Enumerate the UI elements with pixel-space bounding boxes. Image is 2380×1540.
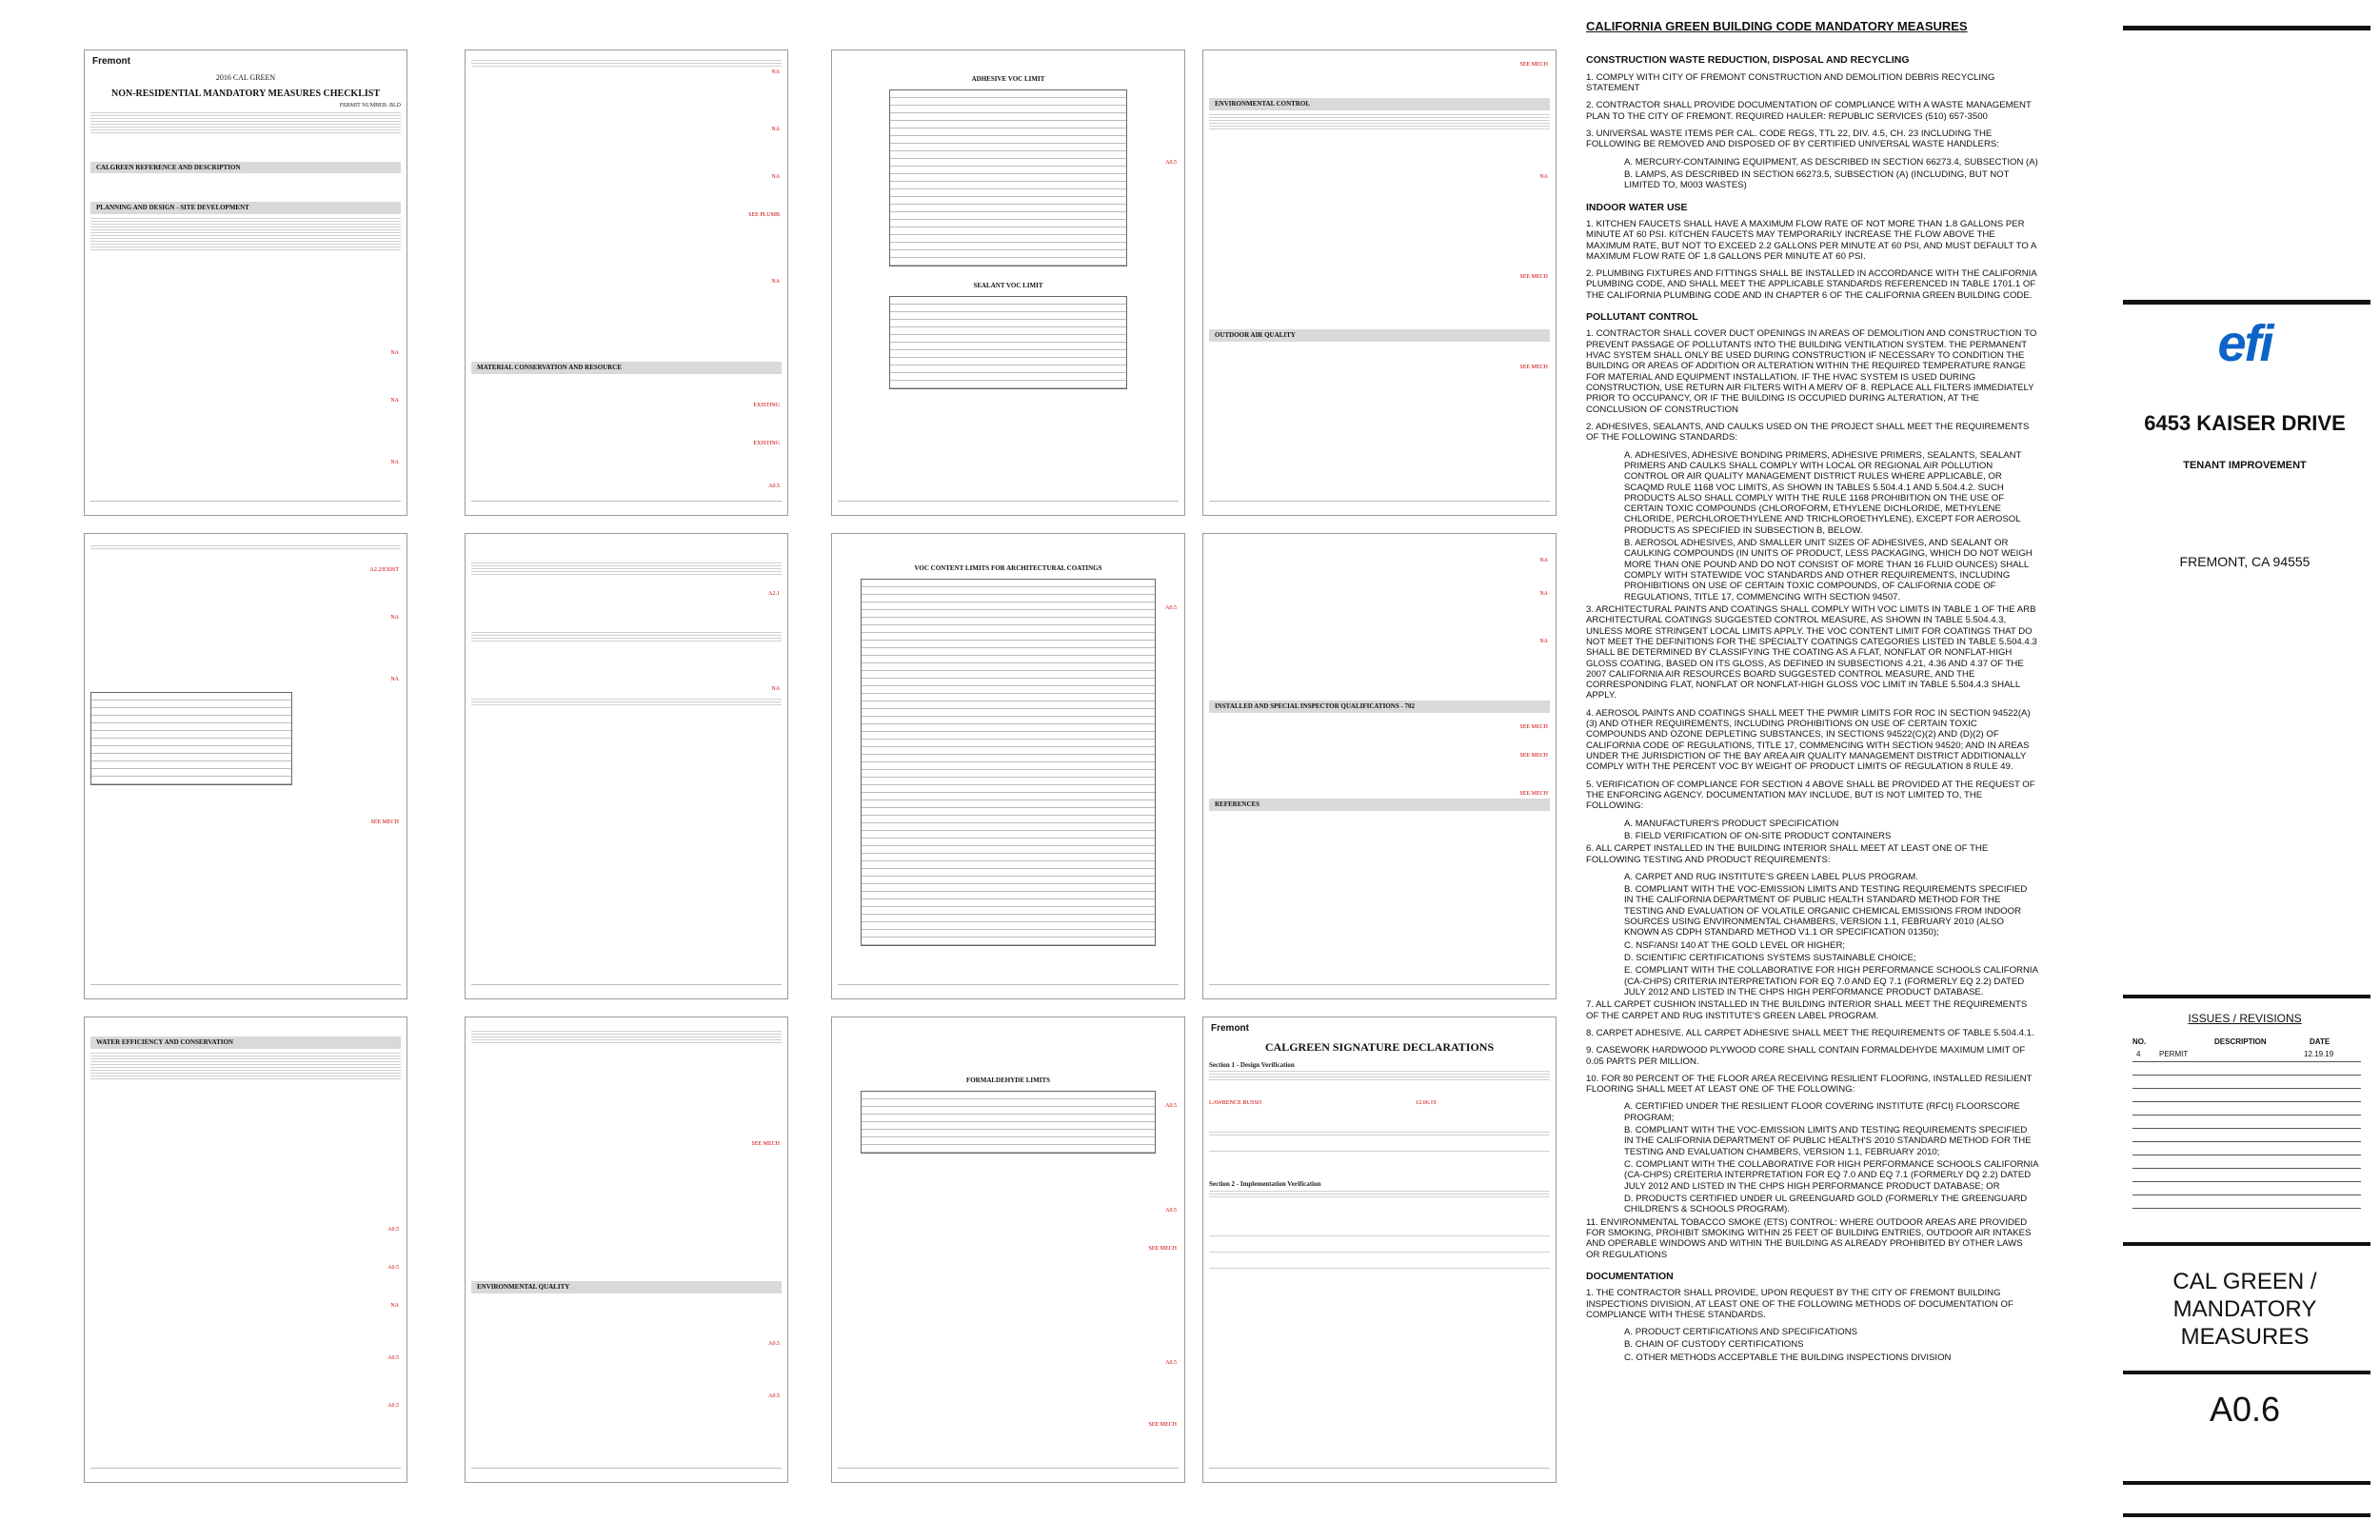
- notes-paragraph: A. ADHESIVES, ADHESIVE BONDING PRIMERS, ADHESIVE PRIMERS, SEALANTS, SEALANT PRIMERS AND CAULKS SHALL COMPLY WITH LOCAL OR REGIONAL AIR POLLUTION CONTROL OR AIR QUALITY MANAGEMENT DISTRICT RULES WHERE APPLICABLE, OR SCAQMD RULE 1168 VOC LIMITS, AS SHOWN IN TABLES 5.504.4.1 AND 5.504.4.2. SUCH PRODUCTS ALSO SHALL COMPLY WITH THE RULE 1168 PROHIBITION ON THE USE OF CERTAIN TOXIC COMPOUNDS (CHLOROFORM, ETHYLENE DICHLORIDE, METHYLENE CHLORIDE, PERCHLOROETHYLENE AND TRICHLOROETHYLENE), EXCEPT FOR AEROSOL PRODUCTS AS SPECIFIED IN SUBSECTION B, BELOW.: [1624, 449, 2022, 536]
- section-2-title: Section 2 - Implementation Verification: [1209, 1180, 1321, 1188]
- status-badge: EXISTING: [753, 441, 780, 446]
- status-badge: NA: [390, 350, 399, 356]
- notes-paragraph: 4. AEROSOL PAINTS AND COATINGS SHALL MEET THE PWMIR LIMITS FOR ROC IN SECTION 94522(A)(3) AND OTHER REQUIREMENTS, INCLUDING PROHIBITIONS ON USE OF CERTAIN TOXIC COMPOUNDS AND OZONE DEPLETING SUBSTANCES, IN SECTIONS 94522(C)(2) AND (D)(2) OF CALIFORNIA CODE OF REGULATIONS, TITLE 17, COMMENCING WITH SECTION 94520; AND IN AREAS UNDER THE JURISDICTION OF THE BAY AREA AIR QUALITY MANAGEMENT DISTRICT ADDITIONALLY COMPLY WITH THE PERCENT VOC BY WEIGHT OF PRODUCT LIMITS OF REGULATION 8 RULE 49.: [1586, 707, 2031, 773]
- status-badge: NA: [1539, 558, 1548, 563]
- revision-row-line: [2132, 1075, 2361, 1076]
- notes-section-heading: POLLUTANT CONTROL: [1586, 311, 1698, 324]
- signer-name: LAWRENCE RUSSO: [1209, 1099, 1262, 1107]
- notes-paragraph: B. COMPLIANT WITH THE VOC-EMISSION LIMITS AND TESTING REQUIREMENTS SPECIFIED IN THE CALIFORNIA DEPARTMENT OF PUBLIC HEALTH STANDARD METHOD FOR THE TESTING AND EVALUATION OF VOLATILE ORGANIC CHEMICAL EMISSIONS FROM INDOOR SOURCES USING ENVIRONMENTAL CHAMBERS, VERSION 1.1, FEBRUARY 2010 (ALSO KNOWN AS CDPH STANDARD METHOD V1.1 OR SPECIFICATION 01350);: [1624, 884, 2028, 938]
- status-badge: SEE MECH: [1519, 791, 1548, 797]
- notes-paragraph: 6. ALL CARPET INSTALLED IN THE BUILDING INTERIOR SHALL MEET AT LEAST ONE OF THE FOLLOWING TESTING AND PRODUCT REQUIREMENTS:: [1586, 843, 1989, 865]
- status-badge: SEE MECH: [370, 819, 399, 825]
- status-badge: NA: [390, 398, 399, 404]
- status-badge: EXISTING: [753, 403, 780, 408]
- signature-title: CALGREEN SIGNATURE DECLARATIONS: [1264, 1039, 1495, 1054]
- notes-paragraph: B. AEROSOL ADHESIVES, AND SMALLER UNIT SIZES OF ADHESIVES, AND SEALANT OR CAULKING COMPOUNDS (IN UNITS OF PRODUCT, LESS PACKAGING, WHICH DO NOT WEIGH MORE THAN ONE POUND AND DO NOT CONSIST OF MORE THAN 16 FLUID OUNCES) SHALL COMPLY WITH STATEWIDE VOC STANDARDS AND OTHER REQUIREMENTS, INCLUDING PROHIBITIONS ON USE OF CERTAIN TOXIC COMPOUNDS, OF CALIFORNIA CODE OF REGULATIONS, TITLE 17, COMMENCING WITH SECTION 94507.: [1624, 538, 2033, 602]
- notes-paragraph: 7. ALL CARPET CUSHION INSTALLED IN THE BUILDING INTERIOR SHALL MEET THE REQUIREMENTS OF THE CARPET AND RUG INSTITUTE'S GREEN LABEL PROGRAM.: [1586, 999, 2028, 1021]
- agency-logo: Fremont: [1211, 1023, 1249, 1034]
- page-footer: [1209, 1468, 1550, 1478]
- notes-paragraph: A. MERCURY-CONTAINING EQUIPMENT, AS DESCRIBED IN SECTION 66273.4, SUBSECTION (A): [1624, 156, 2038, 168]
- agency-logo: Fremont: [92, 56, 130, 67]
- revision-row-line: [2132, 1101, 2361, 1102]
- notes-paragraph: B. LAMPS, AS DESCRIBED IN SECTION 66273.5, SUBSECTION (A) (INCLUDING, BUT NOT LIMITED TO, M003 WASTES): [1624, 168, 2010, 191]
- revision-row-line: [2132, 1088, 2361, 1089]
- page-footer: [471, 501, 782, 511]
- revision-row-line: [2132, 1128, 2361, 1129]
- notes-section-heading: DOCUMENTATION: [1586, 1270, 1674, 1282]
- status-badge: SEE MECH: [1519, 274, 1548, 280]
- revision-row-line: [2132, 1208, 2361, 1209]
- sheet-title-line-2: MANDATORY: [2172, 1296, 2317, 1322]
- notes-paragraph: C. NSF/ANSI 140 AT THE GOLD LEVEL OR HIGHER;: [1624, 939, 1846, 951]
- notes-paragraph: 3. UNIVERSAL WASTE ITEMS PER CAL. CODE REGS, TTL 22, DIV. 4.5, CH. 23 INCLUDING THE FOLLOWING BE REMOVED AND DISPOSED OF BY CERTIFIED UNIVERSAL WASTE HANDLERS:: [1586, 128, 1999, 150]
- section-1-title: Section 1 - Design Verification: [1209, 1060, 1295, 1069]
- notes-paragraph: B. COMPLIANT WITH THE VOC-EMISSION LIMITS AND TESTING REQUIREMENTS SPECIFIED IN THE CALIFORNIA DEPARTMENT OF PUBLIC HEALTH'S 2010 STANDARD METHOD FOR THE TESTING AND EVALUATION CHAMBERS, VERSION 1.1, FEBRUARY 2010;: [1624, 1125, 2032, 1157]
- form-subtitle: NON-RESIDENTIAL MANDATORY MEASURES CHECKLIST: [110, 88, 380, 99]
- page-footer: [1209, 501, 1550, 511]
- notes-title: CALIFORNIA GREEN BUILDING CODE MANDATORY MEASURES: [1586, 19, 1968, 33]
- status-badge: NA: [390, 1303, 399, 1309]
- status-badge: NA: [771, 127, 780, 132]
- notes-paragraph: 2. ADHESIVES, SEALANTS, AND CAULKS USED ON THE PROJECT SHALL MEET THE REQUIREMENTS OF THE FOLLOWING STANDARDS:: [1586, 421, 2030, 444]
- notes-paragraph: 8. CARPET ADHESIVE. ALL CARPET ADHESIVE SHALL MEET THE REQUIREMENTS OF TABLE 5.504.4.1.: [1586, 1027, 2034, 1038]
- checklist-page-6: [465, 533, 788, 999]
- reference-column-header: CALGREEN REFERENCE AND DESCRIPTION: [90, 162, 401, 174]
- checklist-page-5: [84, 533, 407, 999]
- rev-col-date: DATE: [2310, 1037, 2330, 1046]
- checklist-page-2: [465, 49, 788, 516]
- notes-paragraph: 11. ENVIRONMENTAL TOBACCO SMOKE (ETS) CONTROL: WHERE OUTDOOR AREAS ARE PROVIDED FOR SMOKING, PROHIBIT SMOKING WITHIN 25 FEET OF BUILDING ENTRIES, OUTDOOR AIR INTAKES AND OPERABLE WINDOWS AND WITHIN THE BUILDING AS ALREADY PROHIBITED BY OTHER LAWS OR REGULATIONS: [1586, 1216, 2032, 1260]
- status-badge: SEE PLUMB: [748, 212, 780, 218]
- checklist-page-11: [831, 1017, 1185, 1483]
- status-badge: A0.5: [1165, 1103, 1177, 1109]
- notes-paragraph: A. MANUFACTURER'S PRODUCT SPECIFICATION: [1624, 818, 1839, 829]
- revision-number: 4: [2136, 1050, 2141, 1058]
- references-header: REFERENCES: [1209, 799, 1550, 811]
- page-footer: [90, 984, 401, 995]
- notes-paragraph: 9. CASEWORK HARDWOOD PLYWOOD CORE SHALL CONTAIN FORMALDEHYDE MAXIMUM LIMIT OF 0.05 PARTS PER MILLION.: [1586, 1045, 2026, 1067]
- permit-number-label: PERMIT NUMBER: BLD: [339, 103, 401, 109]
- status-badge: NA: [1539, 174, 1548, 180]
- rev-col-description: DESCRIPTION: [2214, 1037, 2267, 1046]
- sheet-title-line-3: MEASURES: [2180, 1324, 2310, 1350]
- notes-paragraph: 10. FOR 80 PERCENT OF THE FLOOR AREA RECEIVING RESILIENT FLOORING, INSTALLED RESILIENT FLOORING SHALL MEET AT LEAST ONE OF THE FOLLOWING:: [1586, 1073, 2033, 1096]
- status-badge: SEE MECH: [1519, 62, 1548, 68]
- status-badge: SEE MECH: [1148, 1246, 1177, 1252]
- form-title: 2016 CAL GREEN: [215, 72, 276, 82]
- revision-row-line: [2132, 1115, 2361, 1116]
- title-block: [2110, 0, 2380, 1540]
- env-quality-header: ENVIRONMENTAL QUALITY: [471, 1281, 782, 1293]
- page-footer: [471, 984, 782, 995]
- notes-paragraph: 5. VERIFICATION OF COMPLIANCE FOR SECTION 4 ABOVE SHALL BE PROVIDED AT THE REQUEST OF THE ENFORCING AGENCY. DOCUMENTATION MAY INCLUDE, BUT IS NOT LIMITED TO, THE FOLLOWING:: [1586, 779, 2035, 812]
- notes-paragraph: 1. THE CONTRACTOR SHALL PROVIDE, UPON REQUEST BY THE CITY OF FREMONT BUILDING INSPECTIONS DIVISION, AT LEAST ONE OF THE FOLLOWING METHODS OF DOCUMENTATION OF COMPLIANCE WITH THESE STANDARDS.: [1586, 1288, 2013, 1320]
- status-badge: A0.5: [1165, 1208, 1177, 1214]
- page-footer: [1209, 984, 1550, 995]
- revision-description: PERMIT: [2159, 1050, 2189, 1058]
- revision-date: 12.19.19: [2304, 1050, 2334, 1058]
- status-badge: A0.5: [387, 1265, 399, 1271]
- formaldehyde-table-title: FORMALDEHYDE LIMITS: [965, 1076, 1051, 1084]
- status-badge: A0.5: [1165, 1360, 1177, 1366]
- checklist-page-8: [1202, 533, 1557, 999]
- title-block-rule: [2123, 1371, 2370, 1374]
- status-badge: A0.5: [387, 1403, 399, 1409]
- sealant-table-title: SEALANT VOC LIMIT: [973, 281, 1043, 289]
- notes-paragraph: 1. KITCHEN FAUCETS SHALL HAVE A MAXIMUM FLOW RATE OF NOT MORE THAN 1.8 GALLONS PER MINUTE AT 60 PSI. KITCHEN FAUCETS MAY TEMPORARILY INCREASE THE FLOW ABOVE THE MAXIMUM RATE, BUT NOT TO EXCEED 2.2 GALLONS PER MINUTE AT 60 PSI, AND MUST DEFAULT TO A MAXIMUM FLOW RATE OF 1.8 GALLONS PER MINUTE AT 60 PSI.: [1586, 218, 2036, 262]
- page-footer: [90, 501, 401, 511]
- status-badge: SEE MECH: [1519, 365, 1548, 370]
- status-badge: A2.2/EXIST: [369, 567, 399, 573]
- notes-paragraph: B. CHAIN OF CUSTODY CERTIFICATIONS: [1624, 1339, 1804, 1351]
- planning-section-header: PLANNING AND DESIGN - SITE DEVELOPMENT: [90, 202, 401, 214]
- sheet-title-line-1: CAL GREEN /: [2172, 1269, 2317, 1294]
- adhesive-table-title: ADHESIVE VOC LIMIT: [971, 75, 1045, 83]
- notes-section-heading: CONSTRUCTION WASTE REDUCTION, DISPOSAL AND RECYCLING: [1586, 54, 1910, 67]
- checklist-page-7: [831, 533, 1185, 999]
- notes-paragraph: 2. CONTRACTOR SHALL PROVIDE DOCUMENTATION OF COMPLIANCE WITH A WASTE MANAGEMENT PLAN TO THE CITY OF FREMONT. REQUIRED HAULER: REPUBLIC SERVICES (510) 657-3500: [1586, 100, 2032, 122]
- status-badge: NA: [390, 615, 399, 621]
- status-badge: NA: [771, 174, 780, 180]
- status-badge: A0.5: [387, 1227, 399, 1233]
- title-block-rule: [2123, 1513, 2370, 1517]
- water-section-header: WATER EFFICIENCY AND CONSERVATION: [90, 1037, 401, 1049]
- status-badge: A0.5: [1165, 160, 1177, 166]
- checklist-page-9: [84, 1017, 407, 1483]
- notes-paragraph: D. PRODUCTS CERTIFIED UNDER UL GREENGUARD GOLD (FORMERLY THE GREENGUARD CHILDREN'S & SCHOOLS PROGRAM).: [1624, 1193, 2028, 1215]
- sheet-number: A0.6: [2209, 1390, 2281, 1429]
- notes-paragraph: 3. ARCHITECTURAL PAINTS AND COATINGS SHALL COMPLY WITH VOC LIMITS IN TABLE 1 OF THE ARB ARCHITECTURAL COATINGS SUGGESTED CONTROL MEASURE, AS SHOWN IN TABLE 5.504.4.3, UNLESS MORE STRINGENT LOCAL LIMITS APPLY. THE VOC CONTENT LIMIT FOR COATINGS THAT DO NOT MEET THE DEFINITIONS FOR THE SPECIALTY COATINGS CATEGORIES LISTED IN TABLE 5.504.4.3 SHALL BE DETERMINED BY CLASSIFYING THE COATING AS A FLAT, NONFLAT OR NONFLAT-HIGH GLOSS COATING, BASED ON ITS GLOSS, AS DEFINED IN SUBSECTIONS 4.21, 4.36 AND 4.37 OF THE 2007 CALIFORNIA AIR RESOURCES BOARD SUGGESTED CONTROL MEASURE, AND THE CORRESPONDING FLAT, NONFLAT OR NONFLAT-HIGH GLOSS VOC LIMIT IN TABLE 5.504.4.3 SHALL APPLY.: [1586, 603, 2037, 701]
- installed-inspector-header: INSTALLED AND SPECIAL INSPECTOR QUALIFICATIONS - 702: [1209, 701, 1550, 713]
- status-badge: A0.5: [1165, 605, 1177, 611]
- notes-paragraph: 1. CONTRACTOR SHALL COVER DUCT OPENINGS IN AREAS OF DEMOLITION AND CONSTRUCTION TO PREVENT PASSAGE OF POLLUTANTS INTO THE BUILDING VENTILATION SYSTEM. THE PERMANENT HVAC SYSTEM SHALL ONLY BE USED DURING CONSTRUCTION IF NECESSARY TO CONDITION THE BUILDING OR AREAS OF ADDITION OR ALTERATION WITHIN THE REQUIRED TEMPERATURE RANGE FOR MATERIAL AND EQUIPMENT INSTALLATION. IF THE HVAC SYSTEM IS USED DURING CONSTRUCTION, USE RETURN AIR FILTERS WITH A MERV OF 8. REPLACE ALL FILTERS IMMEDIATELY PRIOR TO OCCUPANCY, OR IF THE BUILDING IS OCCUPIED DURING ALTERATION, AT THE CONCLUSION OF CONSTRUCTION: [1586, 328, 2037, 415]
- notes-body: [1586, 54, 2038, 1363]
- rev-col-no: NO.: [2132, 1037, 2147, 1046]
- signature-date: 12.06.19: [1415, 1099, 1437, 1107]
- status-badge: SEE MECH: [1148, 1422, 1177, 1428]
- revision-row-line: [2132, 1141, 2361, 1142]
- status-badge: A2.1: [768, 591, 780, 597]
- signature-page: [1202, 1017, 1557, 1483]
- status-badge: SEE MECH: [751, 1141, 780, 1147]
- notes-paragraph: 1. COMPLY WITH CITY OF FREMONT CONSTRUCTION AND DEMOLITION DEBRIS RECYCLING STATEMENT: [1586, 71, 1995, 94]
- project-type: TENANT IMPROVEMENT: [2183, 460, 2307, 471]
- notes-paragraph: C. COMPLIANT WITH THE COLLABORATIVE FOR HIGH PERFORMANCE SCHOOLS CALIFORNIA (CA-CHPS) CREITERIA INTERPRETATION FOR EQ 7.0 AND EQ 7.1 (FORMERLY DQ 2.2) DATED JULY 2012 AND LISTED IN THE CHPS HIGH PERFORMANCE PRODUCT DATABASE; OR: [1624, 1159, 2038, 1192]
- checklist-page-4: [1202, 49, 1557, 516]
- title-block-rule: [2123, 300, 2370, 305]
- revisions-title: ISSUES / REVISIONS: [2188, 1012, 2302, 1025]
- status-badge: A0.5: [768, 484, 780, 489]
- revision-row-line: [2132, 1181, 2361, 1182]
- status-badge: NA: [390, 677, 399, 682]
- checklist-page-10: [465, 1017, 788, 1483]
- revision-row-line: [2132, 1194, 2361, 1195]
- outdoor-air-header: OUTDOOR AIR QUALITY: [1209, 329, 1550, 342]
- status-badge: SEE MECH: [1519, 724, 1548, 730]
- status-badge: A0.5: [768, 1393, 780, 1399]
- page-footer: [838, 1468, 1179, 1478]
- status-badge: SEE MECH: [1519, 753, 1548, 759]
- efi-logo: efi: [2217, 315, 2272, 372]
- voc-table-title: VOC CONTENT LIMITS FOR ARCHITECTURAL COATINGS: [914, 564, 1102, 572]
- checklist-page-3: [831, 49, 1185, 516]
- title-block-rule: [2123, 1481, 2370, 1485]
- title-block-rule: [2123, 1242, 2370, 1246]
- page-footer: [838, 984, 1179, 995]
- page-footer: [838, 501, 1179, 511]
- project-city: FREMONT, CA 94555: [2179, 554, 2311, 569]
- notes-paragraph: C. OTHER METHODS ACCEPTABLE THE BUILDING INSPECTIONS DIVISION: [1624, 1352, 1952, 1363]
- notes-paragraph: B. FIELD VERIFICATION OF ON-SITE PRODUCT CONTAINERS: [1624, 830, 1892, 841]
- notes-section-heading: INDOOR WATER USE: [1586, 201, 1688, 213]
- mandatory-measures-notes: [1586, 19, 2038, 1365]
- revision-row-line: [2132, 1061, 2361, 1062]
- notes-paragraph: 2. PLUMBING FIXTURES AND FITTINGS SHALL BE INSTALLED IN ACCORDANCE WITH THE CALIFORNIA PLUMBING CODE, AND SHALL MEET THE APPLICABLE STANDARDS REFERENCED IN TABLE 1701.1 OF THE CALIFORNIA PLUMBING CODE AND IN CHAPTER 6 OF THE CALIFORNIA GREEN BUILDING CODE.: [1586, 268, 2037, 301]
- checklist-page-1: [84, 49, 407, 516]
- status-badge: NA: [390, 460, 399, 465]
- title-block-rule: [2123, 26, 2370, 30]
- revision-row-line: [2132, 1168, 2361, 1169]
- env-control-header: ENVIRONMENTAL CONTROL: [1209, 98, 1550, 110]
- notes-paragraph: A. CARPET AND RUG INSTITUTE'S GREEN LABEL PLUS PROGRAM.: [1624, 871, 1918, 882]
- notes-paragraph: A. PRODUCT CERTIFICATIONS AND SPECIFICATIONS: [1624, 1327, 1858, 1338]
- notes-paragraph: D. SCIENTIFIC CERTIFICATIONS SYSTEMS SUSTAINABLE CHOICE;: [1624, 953, 1916, 964]
- project-address: 6453 KAISER DRIVE: [2144, 411, 2346, 435]
- status-badge: NA: [1539, 639, 1548, 644]
- page-footer: [90, 1468, 401, 1478]
- status-badge: NA: [1539, 591, 1548, 597]
- status-badge: NA: [771, 279, 780, 285]
- status-badge: A0.5: [387, 1355, 399, 1361]
- title-block-rule: [2123, 995, 2370, 998]
- page-footer: [471, 1468, 782, 1478]
- status-badge: NA: [771, 69, 780, 75]
- status-badge: NA: [771, 686, 780, 692]
- material-section-header: MATERIAL CONSERVATION AND RESOURCE: [471, 362, 782, 374]
- notes-paragraph: A. CERTIFIED UNDER THE RESILIENT FLOOR COVERING INSTITUTE (RFCI) FLOORSCORE PROGRAM;: [1624, 1101, 2020, 1123]
- status-badge: A0.5: [768, 1341, 780, 1347]
- notes-paragraph: E. COMPLIANT WITH THE COLLABORATIVE FOR HIGH PERFORMANCE SCHOOLS CALIFORNIA (CA-CHPS) CRITERIA INTERPRETATION FOR EQ 7.0 AND EQ 7.1 (FORMERLY EQ 2.2) DATED JULY 2012 AND LISTED IN THE CHPS HIGH PERFORMANCE PRODUCT DATABASE.: [1624, 965, 2038, 997]
